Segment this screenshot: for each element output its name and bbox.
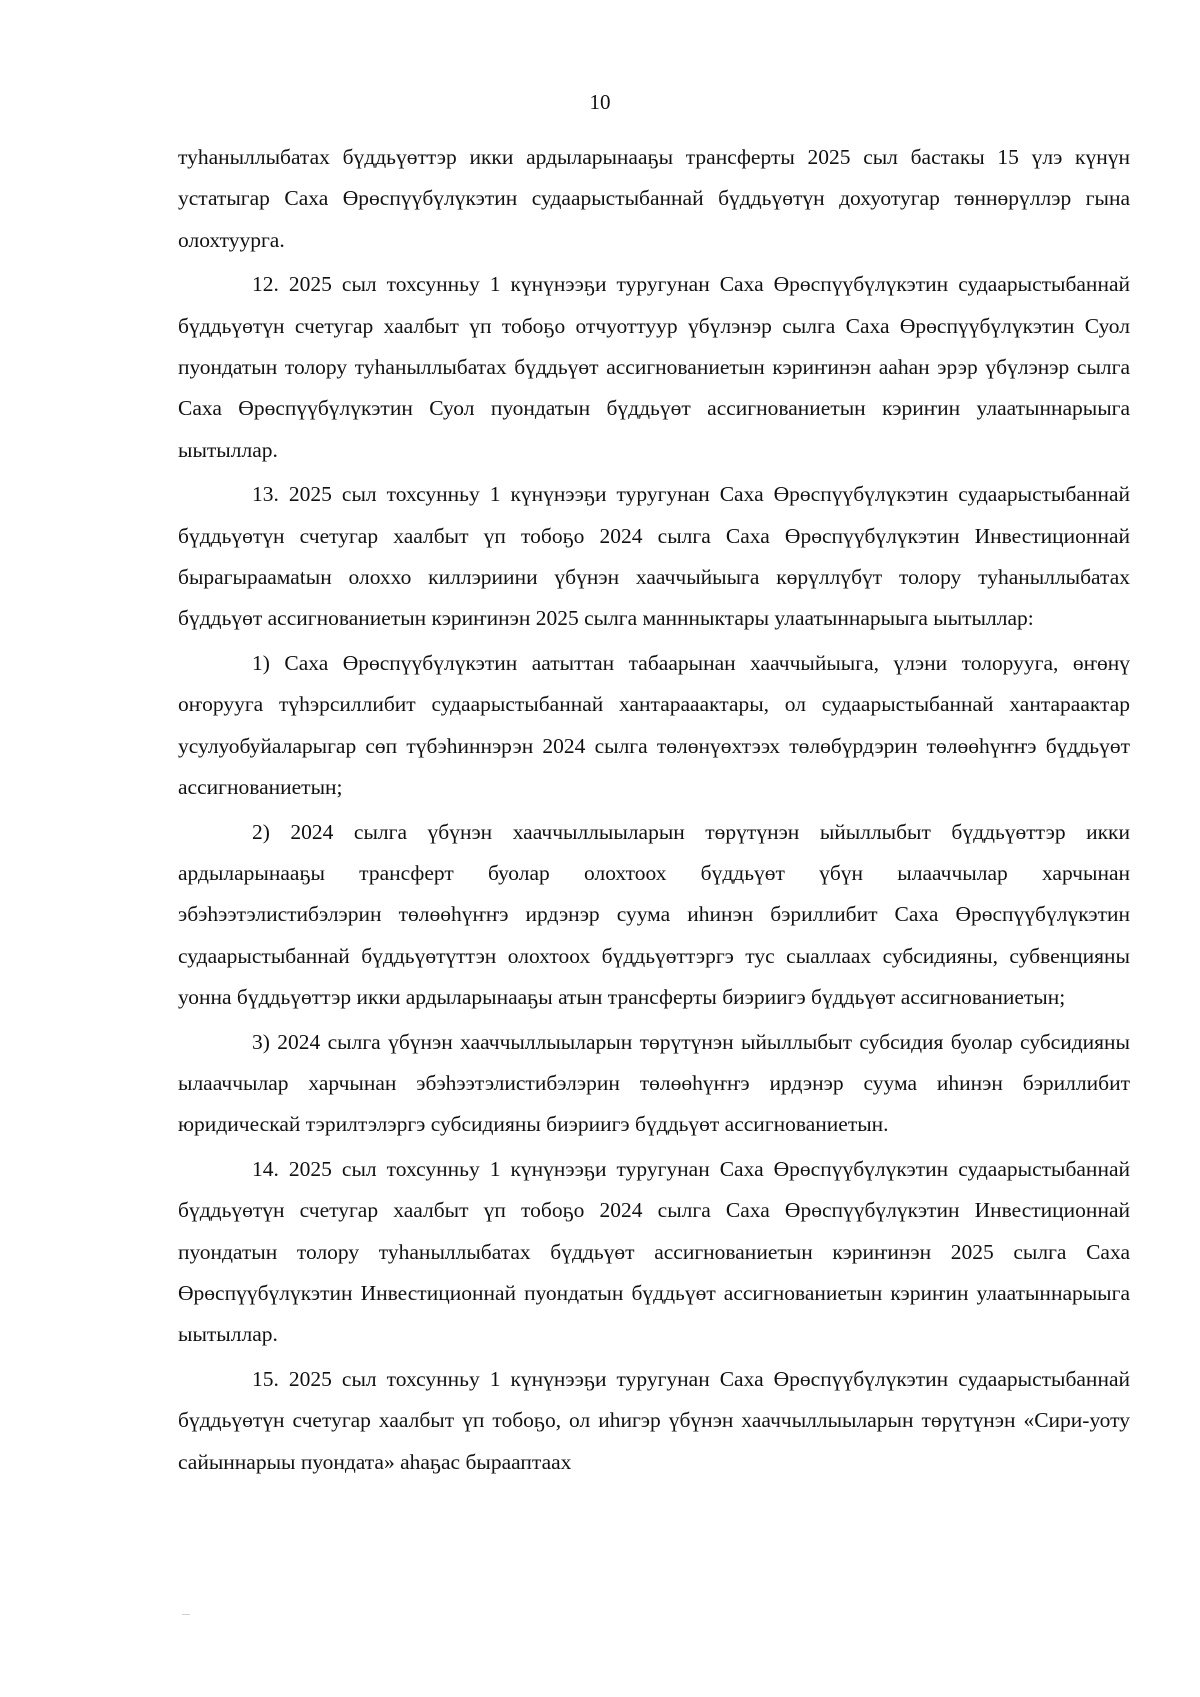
- scan-artifact-mark: [182, 1614, 190, 1615]
- paragraph-continuation: туһаныллыбатах бүддьүөттэр икки ардыларынааҕы трансферты 2025 сыл бастакы 15 үлэ күнүн устатыгар Саха Өрөспүүбүлүкэтин судаарыстыбаннай бүддьүөтүн дохуотугар төннөрүллэр гына олохтуурга.: [178, 145, 1130, 252]
- paragraph-13: 13. 2025 сыл тохсунньу 1 күнүнээҕи туругунан Саха Өрөспүүбүлүкэтин судаарыстыбаннай бүддьүөтүн счетугар хаалбыт үп тобоҕо 2024 сылга Саха Өрөспүүбүлүкэтин Инвестиционнай бырагыраамаtын олоххо киллэриини үбүнэн хааччыйыыга көрүллүбүт толору туһаныллыбатах бүддьүөт ассигнованиетын кэриҥинэн 2025 сылга маннныктары улаатыннарыыга ыытыллар:: [178, 482, 1130, 631]
- paragraph-14: 14. 2025 сыл тохсунньу 1 күнүнээҕи туругунан Саха Өрөспүүбүлүкэтин судаарыстыбаннай бүддьүөтүн счетугар хаалбыт үп тобоҕо 2024 сылга Саха Өрөспүүбүлүкэтин Инвестиционнай пуондатын толору туһаныллыбатах бүддьүөт ассигнованиетын кэриҥинэн 2025 сылга Саха Өрөспүүбүлүкэтин Инвестиционнай пуондатын бүддьүөт ассигнованиетын кэриҥин улаатыннарыыга ыытыллар.: [178, 1156, 1130, 1347]
- paragraph-13-item-2: 2) 2024 сылга үбүнэн хааччыллыыларын төрүтүнэн ыйыллыбыт бүддьүөттэр икки ардыларынааҕы трансферт буолар олохтоох бүддьүөт үбүн ылааччылар харчынан эбэһээтэлистибэлэрин төлөөһүҥҥэ ирдэнэр суума иһинэн бэриллибит Саха Өрөспүүбүлүкэтин судаарыстыбаннай бүддьүөтүттэн олохтоох бүддьүөттэргэ тус сыаллаах субсидияны, субвенцияны уонна бүддьүөттэр икки ардыларынааҕы атын трансферты биэриигэ бүддьүөт ассигнованиетын;: [178, 819, 1130, 1010]
- paragraph-15: 15. 2025 сыл тохсунньу 1 күнүнээҕи туругунан Саха Өрөспүүбүлүкэтин судаарыстыбаннай бүддьүөтүн счетугар хаалбыт үп тобоҕо, ол иһигэр үбүнэн хааччыллыыларын төрүтүнэн «Сири-уоту сайыннарыы пуондата» аһаҕас бырааптаах: [178, 1366, 1130, 1474]
- page-number: 10: [589, 90, 611, 114]
- document-body: [178, 137, 1130, 1483]
- paragraph-13-item-1: 1) Саха Өрөспүүбүлүкэтин аатыттан табаарынан хааччыйыыга, үлэни толорууга, өҥөнү оҥорууга түһэрсиллибит судаарыстыбаннай хантарааактары, ол судаарыстыбаннай хантараактар усулуобуйаларыгар сөп түбэһиннэрэн 2024 сылга төлөнүөхтээх төлөбүрдэрин төлөөһүҥҥэ бүддьүөт ассигнованиетын;: [178, 650, 1130, 800]
- paragraph-13-item-3: 3) 2024 сылга үбүнэн хааччыллыыларын төрүтүнэн ыйыллыбыт субсидия буолар субсидияны ылааччылар харчынан эбэһээтэлистибэлэрин төлөөһүҥҥэ ирдэнэр суума иһинэн бэриллибит юридическай тэрилтэлэргэ субсидияны биэриигэ бүддьүөт ассигнованиетын.: [178, 1029, 1130, 1137]
- paragraph-12: 12. 2025 сыл тохсунньу 1 күнүнээҕи туругунан Саха Өрөспүүбүлүкэтин судаарыстыбаннай бүддьүөтүн счетугар хаалбыт үп тобоҕо отчуоттуур үбүлэнэр сылга Саха Өрөспүүбүлүкэтин Суол пуондатын толору туһаныллыбатах бүддьүөт ассигнованиетын кэриҥинэн ааһан эрэр үбүлэнэр сылга Саха Өрөспүүбүлүкэтин Суол пуондатын бүддьүөт ассигнованиетын кэриҥин улаатыннарыыга ыытыллар.: [178, 272, 1130, 462]
